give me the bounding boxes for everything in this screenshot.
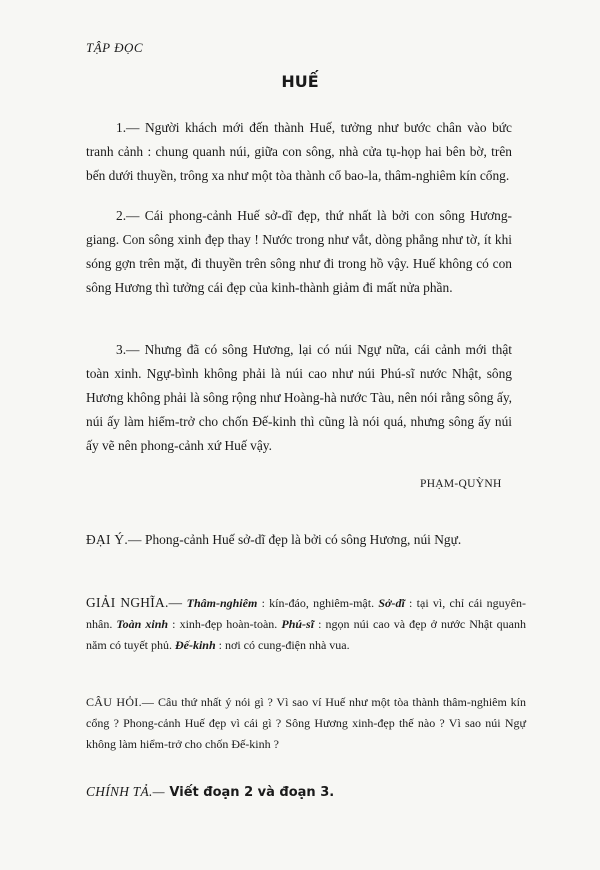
main-idea bbox=[86, 528, 522, 552]
vocab-definition: : nơi có cung-điện nhà vua. bbox=[215, 638, 350, 652]
vocabulary-label: GIẢI NGHĨA.— bbox=[86, 595, 183, 610]
dictation-section bbox=[86, 784, 334, 800]
vocabulary-section bbox=[86, 592, 526, 656]
questions-section bbox=[86, 692, 526, 755]
dictation-label: CHÍNH TẢ.— bbox=[86, 784, 165, 799]
main-idea-label: ĐẠI Ý.— bbox=[86, 532, 142, 547]
page-title: HUẾ bbox=[281, 72, 319, 91]
paragraph-3: 3.— Nhưng đã có sông Hương, lại có núi Ngự nữa, cái cảnh mới thật toàn xinh. Ngự-bình không phải là núi cao như núi Phú-sĩ nước Nhật, sông Hương không phải là sông rộng như Hoàng-hà nước Tàu, nên nói rằng sông ấy, núi ấy làm hiểm-trở cho chốn Đế-kinh thì cũng là nói quá, nhưng sông ấy núi ấy vẽ nên phong-cảnh xứ Huế vậy. bbox=[86, 342, 512, 453]
paragraph-1: 1.— Người khách mới đến thành Huế, tưởng như bước chân vào bức tranh cảnh : chung quanh núi, giữa con sông, nhà cửa tụ-họp hai bên bờ, trên bến dưới thuyền, trông xa như một tòa thành cổ bao-la, thâm-nghiêm kín cổng. bbox=[86, 120, 512, 183]
vocab-term: Thâm-nghiêm bbox=[186, 596, 258, 610]
dictation-text: Viết đoạn 2 và đoạn 3. bbox=[164, 785, 335, 800]
vocab-definition: : ngọn núi cao và đẹp ở nước Nhật quanh năm có tuyết phủ. bbox=[86, 617, 526, 652]
vocab-definition: : kín-đáo, nghiêm-mật. bbox=[257, 596, 379, 610]
author-name: PHẠM-QUỲNH bbox=[420, 478, 502, 490]
vocab-term: Toàn xinh bbox=[116, 617, 169, 631]
paragraph-2: 2.— Cái phong-cảnh Huế sở-dĩ đẹp, thứ nhất là bởi con sông Hương-giang. Con sông xinh đẹp thay ! Nước trong như vắt, dòng phẳng như tờ, ít khi sóng gợn trên mặt, đi thuyền trên sông như đi trong hồ vậy. Huế không có con sông Hương thì tưởng cái đẹp của kinh-thành giảm đi mất nửa phần. bbox=[86, 208, 512, 295]
vocab-definition: : tại vì, chỉ cái nguyên-nhân. bbox=[86, 596, 526, 631]
section-header: TẬP ĐỌC bbox=[86, 40, 144, 55]
vocab-term: Đế-kinh bbox=[174, 638, 216, 652]
main-idea-text: Phong-cảnh Huế sở-dĩ đẹp là bởi có sông Hương, núi Ngự. bbox=[141, 532, 462, 547]
vocab-term: Sở-dĩ bbox=[378, 596, 405, 610]
vocab-definition: : xinh-đẹp hoàn-toàn. bbox=[168, 617, 282, 631]
vocab-term: Phú-sĩ bbox=[281, 617, 315, 631]
questions-label: CÂU HỎI.— bbox=[86, 695, 155, 709]
questions-text: Câu thứ nhất ý nói gì ? Vì sao ví Huế như một tòa thành thâm-nghiêm kín cổng ? Phong-cảnh Huế đẹp vì cái gì ? Sông Hương xinh-đẹp thế nào ? Vì sao núi Ngự không làm hiểm-trở cho chốn Đế-kinh ? bbox=[86, 695, 526, 751]
